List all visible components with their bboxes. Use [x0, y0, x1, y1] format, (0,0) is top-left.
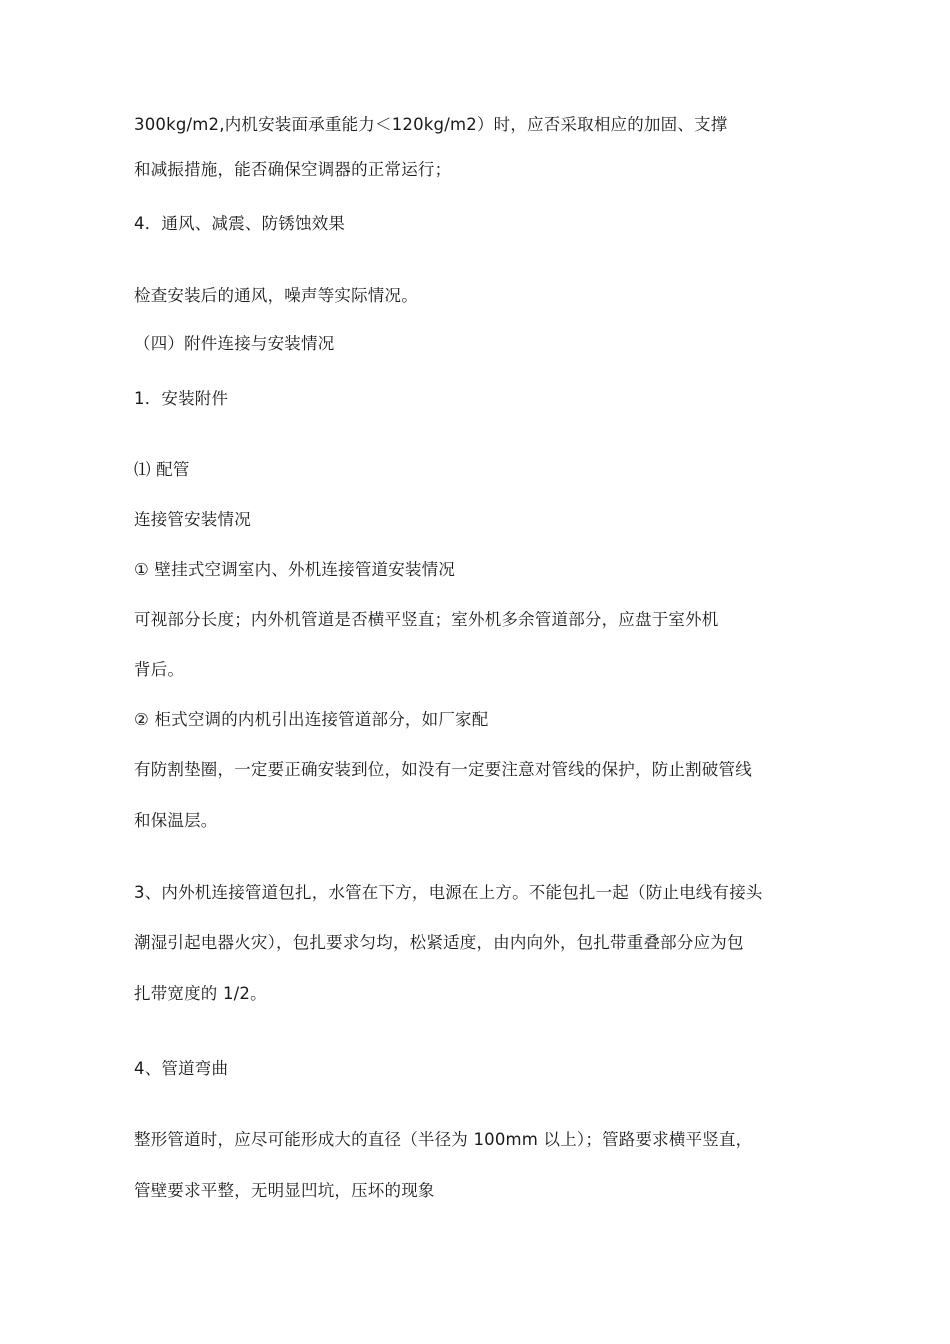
text-line-insulation: 和保温层。 — [134, 811, 218, 830]
section-heading-accessories: （四）附件连接与安装情况 — [134, 334, 335, 353]
text-line-half-width: 扎带宽度的 1/2。 — [134, 984, 267, 1003]
text-line-wrapping: 3、内外机连接管道包扎，水管在下方，电源在上方。不能包扎一起（防止电线有接头 — [134, 883, 763, 902]
heading-ventilation: 4．通风、减震、防锈蚀效果 — [134, 214, 346, 233]
item-cabinet: ② 柜式空调的内机引出连接管道部分，如厂家配 — [134, 710, 489, 729]
heading-install-accessories: 1．安装附件 — [134, 389, 229, 408]
text-line-visible-length: 可视部分长度；内外机管道是否横平竖直；室外机多余管道部分，应盘于室外机 — [134, 610, 719, 629]
text-line-connection-pipe: 连接管安装情况 — [134, 510, 251, 529]
heading-piping: ⑴ 配管 — [134, 460, 190, 479]
text-line-behind: 背后。 — [134, 660, 185, 679]
text-line-fire: 潮湿引起电器火灾），包扎要求匀均，松紧适度，由内向外，包扎带重叠部分应为包 — [134, 933, 744, 952]
text-line-shaping: 整形管道时，应尽可能形成大的直径（半径为 100mm 以上）；管路要求横平竖直， — [134, 1130, 753, 1149]
text-line-load-capacity: 300kg/m2,内机安装面承重能力＜120kg/m2）时，应否采取相应的加固、支撑 — [134, 115, 728, 134]
text-line-anti-cut: 有防割垫圈，一定要正确安装到位，如没有一定要注意对管线的保护，防止割破管线 — [134, 760, 752, 779]
text-line-damping-measures: 和减振措施，能否确保空调器的正常运行； — [134, 160, 452, 179]
text-line-pipe-wall: 管壁要求平整，无明显凹坑，压坏的现象 — [134, 1181, 435, 1200]
item-wall-mounted: ① 壁挂式空调室内、外机连接管道安装情况 — [134, 560, 456, 579]
text-line-check-ventilation: 检查安装后的通风，噪声等实际情况。 — [134, 286, 418, 305]
heading-pipe-bending: 4、管道弯曲 — [134, 1059, 229, 1078]
